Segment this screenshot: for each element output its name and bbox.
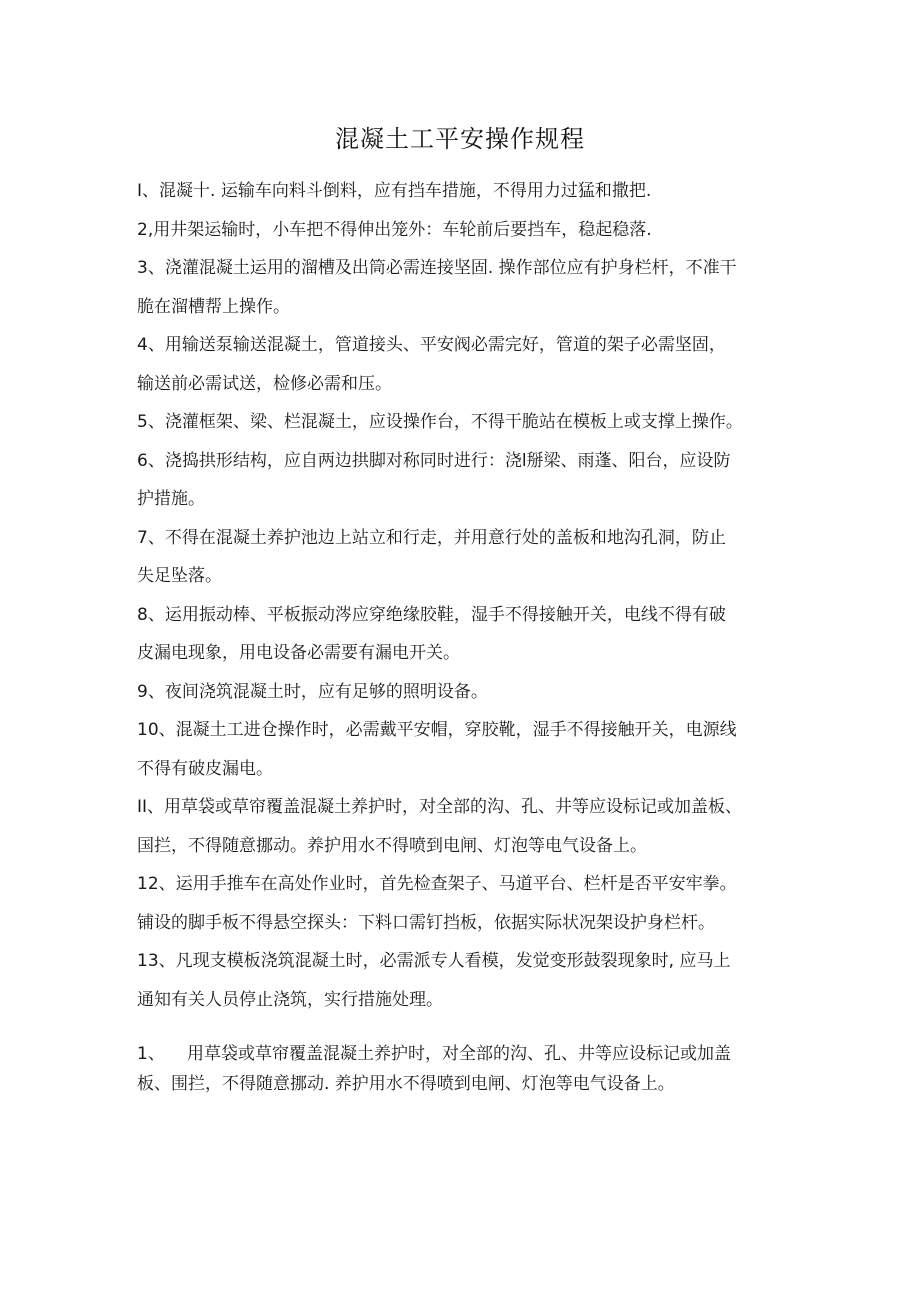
paragraph-11: II、用草袋或草帘覆盖混凝土养护时，对全部的沟、孔、井等应设标记或加盖板、 国拦，不得随意挪动。养护用水不得喷到电闸、灯泡等电气设备上。 bbox=[137, 797, 743, 856]
paragraph-1: I、混凝十. 运输车向料斗倒料，应有挡车措施，不得用力过猛和撒把. bbox=[137, 181, 652, 201]
paragraph-8: 8、运用振动棒、平板振动涔应穿绝缘胶鞋，湿手不得接触开关，电线不得有破 皮漏电现象，用电设备必需要有漏电开关。 bbox=[137, 604, 726, 663]
list-number: 1、 bbox=[137, 1044, 165, 1064]
paragraph-5: 5、浇灌框架、梁、栏混凝土，应设操作台，不得干脆站在模板上或支撑上操作。 bbox=[137, 412, 743, 432]
paragraph-9: 9、夜间浇筑混凝土时，应有足够的照明设备。 bbox=[137, 681, 488, 702]
paragraph-10: 10、混凝土工进仓操作时，必需戴平安帽，穿胶靴，湿手不得接触开关，电源线 不得有破皮漏电。 bbox=[137, 720, 737, 779]
paragraph-7: 7、不得在混凝土养护池边上站立和行走，并用意行处的盖板和地沟孔洞，防止 失足坠落。 bbox=[137, 527, 726, 586]
paragraph-3: 3、浇灌混凝土运用的溜槽及出筒必需连接坚固. 操作部位应有护身栏杆，不准干 脆在溜槽帮上操作。 bbox=[137, 258, 737, 317]
paragraph-13: 13、凡现支模板浇筑混凝土时，必需派专人看模，发觉变形鼓裂现象时, 应马上 通知有关人员停止浇筑，实行措施处理。 bbox=[137, 951, 731, 1010]
repeated-paragraph-line-1: 1、 用草袋或草帘覆盖混凝土养护时，对全部的沟、孔、井等应设标记或加盖 bbox=[137, 1039, 797, 1069]
paragraph-4: 4、用输送泵输送混凝土，管道接头、平安阀必需完好，管道的架子必需坚固， 输送前必需试送，检修必需和压。 bbox=[137, 335, 726, 394]
document-body bbox=[137, 172, 797, 1019]
paragraph-12: 12、运用手推车在高处作业时，首先检查架子、马道平台、栏杆是否平安牢拳。 铺设的脚手板不得悬空探头：下料口需钉挡板，依据实际状况架设护身栏杆。 bbox=[137, 874, 737, 933]
paragraph-6: 6、浇捣拱形结构，应自两边拱脚对称同时进行：浇l掰梁、雨蓬、阳台，应设防 护措施。 bbox=[137, 450, 731, 509]
paragraph-2: 2,用井架运输时，小车把不得伸出笼外：车轮前后要挡车，稳起稳落. bbox=[137, 219, 652, 240]
document-title: 混凝土工平安操作规程 bbox=[335, 125, 585, 153]
repeated-paragraph-line-2: 板、围拦，不得随意挪动. 养护用水不得喷到电闸、灯泡等电气设备上。 bbox=[137, 1074, 675, 1094]
repeated-paragraph bbox=[137, 1039, 797, 1099]
